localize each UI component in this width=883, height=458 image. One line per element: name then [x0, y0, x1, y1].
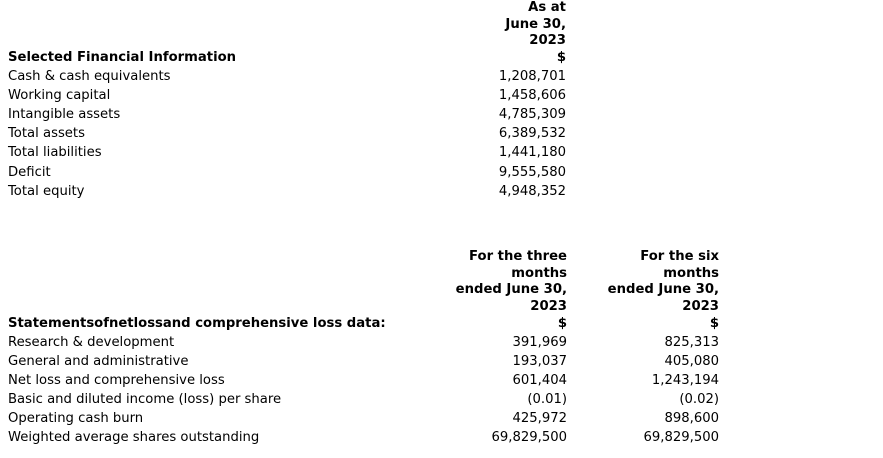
row-label: Total liabilities [8, 145, 102, 161]
three-months-value: (0.01) [527, 391, 567, 407]
column-header-line: 2023 [530, 299, 567, 315]
table-row [0, 390, 719, 409]
column-header-line: 2023 [682, 299, 719, 315]
six-months-value: 405,080 [664, 353, 719, 369]
row-label: Deficit [8, 164, 51, 180]
column-header-line: ended June 30, [455, 282, 567, 298]
selected-financial-information-table [0, 0, 566, 201]
header-row [0, 0, 566, 17]
column-header-line: For the six [640, 249, 719, 264]
currency-symbol: $ [557, 315, 567, 331]
column-header-line: For the three [469, 249, 567, 264]
table-row [0, 67, 566, 86]
six-months-value: 898,600 [664, 411, 719, 427]
six-months-value: 1,243,194 [651, 372, 719, 388]
six-months-value: 825,313 [664, 334, 719, 350]
header-row [0, 33, 566, 50]
column-header-line: months [663, 265, 719, 281]
row-label: Research & development [8, 334, 175, 350]
table-row [0, 409, 719, 428]
section-title: Selected Financial Information [8, 50, 237, 66]
row-value: 1,458,606 [498, 87, 566, 103]
six-months-value: (0.02) [679, 391, 719, 407]
row-value: 1,441,180 [498, 145, 566, 161]
row-label: Weighted average shares outstanding [8, 430, 260, 446]
row-value: 4,948,352 [498, 183, 566, 199]
column-header-line: As at [528, 0, 566, 15]
three-months-value: 193,037 [512, 353, 567, 369]
three-months-value: 391,969 [512, 334, 567, 350]
table-row [0, 428, 719, 447]
row-label: Working capital [8, 87, 111, 103]
header-row [0, 299, 719, 316]
table-row [0, 105, 566, 124]
three-months-value: 601,404 [512, 372, 567, 388]
row-value: 9,555,580 [498, 164, 566, 180]
row-label: Net loss and comprehensive loss [8, 372, 225, 388]
header-row [0, 266, 719, 283]
table-row [0, 163, 566, 182]
row-value: 1,208,701 [498, 68, 566, 84]
currency-symbol: $ [709, 315, 719, 331]
row-value: 4,785,309 [498, 107, 566, 123]
section-title: Statementsofnetlossand comprehensive loss data: [8, 315, 386, 331]
row-value: 6,389,532 [498, 126, 566, 142]
table-row [0, 124, 566, 143]
row-label: General and administrative [8, 353, 189, 369]
row-label: Total assets [8, 126, 85, 142]
column-header-line: 2023 [529, 33, 566, 49]
statements-of-net-loss-table [0, 249, 719, 447]
row-label: Intangible assets [8, 107, 121, 123]
header-row [0, 249, 719, 266]
row-label: Operating cash burn [8, 411, 144, 427]
table-row [0, 86, 566, 105]
table-row [0, 371, 719, 390]
row-label: Cash & cash equivalents [8, 68, 171, 84]
header-row [0, 316, 719, 333]
three-months-value: 425,972 [512, 411, 567, 427]
table-row [0, 182, 566, 201]
header-row [0, 50, 566, 67]
column-header-line: months [511, 265, 567, 281]
currency-symbol: $ [556, 50, 566, 66]
column-header-line: ended June 30, [607, 282, 719, 298]
table-row [0, 143, 566, 162]
row-label: Total equity [8, 183, 85, 199]
header-row [0, 17, 566, 34]
six-months-value: 69,829,500 [643, 430, 719, 446]
header-row [0, 282, 719, 299]
table-row [0, 333, 719, 352]
three-months-value: 69,829,500 [491, 430, 567, 446]
table-row [0, 352, 719, 371]
column-header-line: June 30, [505, 16, 566, 32]
row-label: Basic and diluted income (loss) per share [8, 391, 282, 407]
